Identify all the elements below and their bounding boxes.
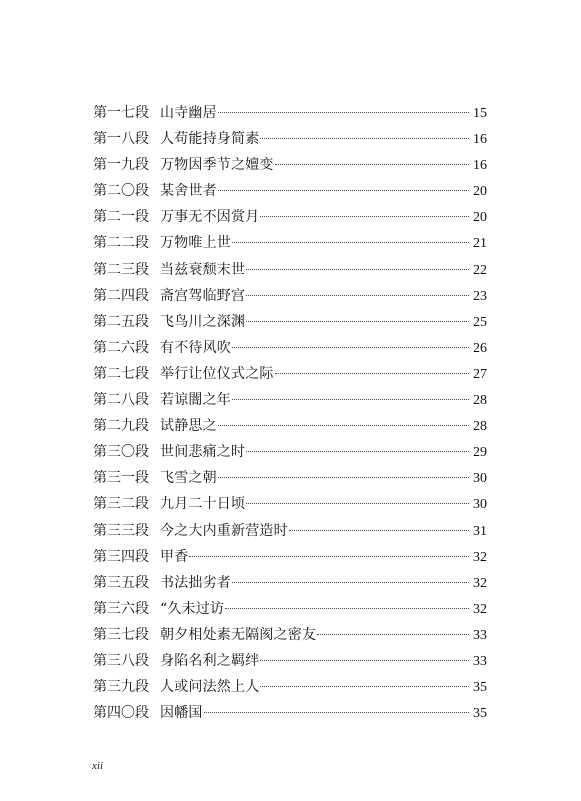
page-number: 20	[473, 184, 487, 200]
dot-leader	[246, 503, 469, 504]
toc-entry	[93, 365, 487, 391]
toc-entry	[93, 234, 487, 260]
page-number: 22	[473, 262, 487, 278]
toc-entry	[93, 261, 487, 287]
toc-entry	[93, 600, 487, 626]
toc-entry	[93, 208, 487, 234]
section-title: 山寺幽居	[160, 105, 217, 121]
section-title: 书法拙劣者	[160, 574, 231, 591]
page-number: 35	[473, 706, 487, 722]
section-title: 身陷名利之羁绊	[160, 652, 260, 669]
section-title: 有不待风吹	[160, 339, 231, 356]
toc-entry	[93, 156, 487, 182]
page-number: 30	[473, 471, 487, 487]
section-number: 第三七段	[93, 626, 149, 643]
section-title: “久未过访	[160, 600, 225, 617]
section-title: 斋宫驾临野宫	[160, 287, 246, 304]
page-number: 28	[473, 393, 487, 409]
dot-leader	[232, 582, 469, 583]
section-number: 第三〇段	[93, 444, 149, 461]
toc-entry	[93, 495, 487, 521]
toc-entry	[93, 287, 487, 313]
page-number: 29	[473, 445, 487, 461]
dot-leader	[246, 269, 469, 270]
section-title: 某舍世者	[160, 183, 217, 200]
dot-leader	[317, 634, 469, 635]
section-number: 第二二段	[93, 235, 149, 252]
page-folio: xii	[92, 760, 103, 772]
page-number: 28	[473, 419, 487, 435]
table-of-contents	[93, 104, 487, 730]
dot-leader	[218, 425, 469, 426]
toc-entry	[93, 182, 487, 208]
section-number: 第二九段	[93, 418, 149, 435]
section-number: 第一八段	[93, 131, 149, 148]
page-number: 23	[473, 288, 487, 304]
section-number: 第三八段	[93, 652, 149, 669]
section-number: 第二〇段	[93, 183, 149, 200]
page-number: 27	[473, 366, 487, 382]
toc-entry	[93, 626, 487, 652]
section-number: 第一九段	[93, 157, 149, 174]
section-title: 人苟能持身简素	[160, 131, 260, 148]
toc-entry	[93, 130, 487, 156]
toc-entry	[93, 443, 487, 469]
toc-entry	[93, 339, 487, 365]
dot-leader	[232, 347, 469, 348]
page-number: 15	[473, 106, 487, 121]
dot-leader	[218, 190, 469, 191]
section-number: 第二六段	[93, 339, 149, 356]
dot-leader	[189, 556, 469, 557]
page-number: 35	[473, 680, 487, 696]
dot-leader	[218, 477, 469, 478]
section-title: 飞鸟川之深渊	[160, 313, 246, 330]
dot-leader	[232, 242, 469, 243]
section-title: 当兹衰颓末世	[160, 261, 246, 278]
dot-leader	[246, 321, 469, 322]
dot-leader	[232, 399, 469, 400]
toc-entry	[93, 391, 487, 417]
dot-leader	[260, 686, 469, 687]
toc-entry	[93, 417, 487, 443]
section-number: 第三三段	[93, 522, 149, 539]
toc-entry	[93, 469, 487, 495]
section-number: 第一七段	[93, 105, 149, 121]
dot-leader	[218, 112, 469, 113]
page-number: 33	[473, 653, 487, 669]
section-number: 第二七段	[93, 365, 149, 382]
toc-entry	[93, 313, 487, 339]
section-title: 世间悲痛之时	[160, 444, 246, 461]
page-number: 16	[473, 158, 487, 174]
section-number: 第三五段	[93, 574, 149, 591]
section-title: 万物唯上世	[160, 235, 231, 252]
section-number: 第二一段	[93, 209, 149, 226]
toc-entry	[93, 522, 487, 548]
page-number: 30	[473, 497, 487, 513]
toc-entry	[93, 574, 487, 600]
section-number: 第三九段	[93, 679, 149, 696]
page-number: 16	[473, 132, 487, 148]
page-number: 21	[473, 236, 487, 252]
section-title: 九月二十日顷	[160, 496, 246, 513]
section-title: 举行让位仪式之际	[160, 365, 274, 382]
dot-leader	[275, 164, 469, 165]
page-number: 25	[473, 314, 487, 330]
toc-entry	[93, 678, 487, 704]
page-number: 32	[473, 575, 487, 591]
dot-leader	[289, 530, 469, 531]
section-title: 试静思之	[160, 418, 217, 435]
page-number: 26	[473, 340, 487, 356]
section-title: 今之大内重新营造时	[160, 522, 288, 539]
dot-leader	[204, 712, 469, 713]
page-number: 20	[473, 210, 487, 226]
toc-entry	[93, 104, 487, 130]
section-number: 第三二段	[93, 496, 149, 513]
toc-entry	[93, 548, 487, 574]
section-number: 第三六段	[93, 600, 149, 617]
section-number: 第四〇段	[93, 705, 149, 722]
dot-leader	[246, 451, 469, 452]
toc-entry	[93, 704, 487, 730]
section-title: 飞雪之朝	[160, 470, 217, 487]
page-number: 33	[473, 627, 487, 643]
page-number: 32	[473, 601, 487, 617]
page-number: 32	[473, 549, 487, 565]
section-number: 第二八段	[93, 392, 149, 409]
section-title: 若谅闇之年	[160, 392, 231, 409]
dot-leader	[275, 373, 469, 374]
section-title: 朝夕相处素无隔阂之密友	[160, 626, 317, 643]
section-title: 万事无不因赏月	[160, 209, 260, 226]
section-number: 第二三段	[93, 261, 149, 278]
section-number: 第三一段	[93, 470, 149, 487]
dot-leader	[225, 608, 469, 609]
section-number: 第三四段	[93, 548, 149, 565]
dot-leader	[260, 216, 469, 217]
toc-entry	[93, 652, 487, 678]
section-title: 万物因季节之嬗变	[160, 157, 274, 174]
section-title: 因幡国	[160, 705, 203, 722]
dot-leader	[260, 660, 469, 661]
page-number: 31	[473, 523, 487, 539]
section-number: 第二四段	[93, 287, 149, 304]
section-number: 第二五段	[93, 313, 149, 330]
section-title: 甲香	[160, 548, 189, 565]
dot-leader	[260, 138, 469, 139]
section-title: 人或问法然上人	[160, 679, 260, 696]
dot-leader	[246, 295, 469, 296]
